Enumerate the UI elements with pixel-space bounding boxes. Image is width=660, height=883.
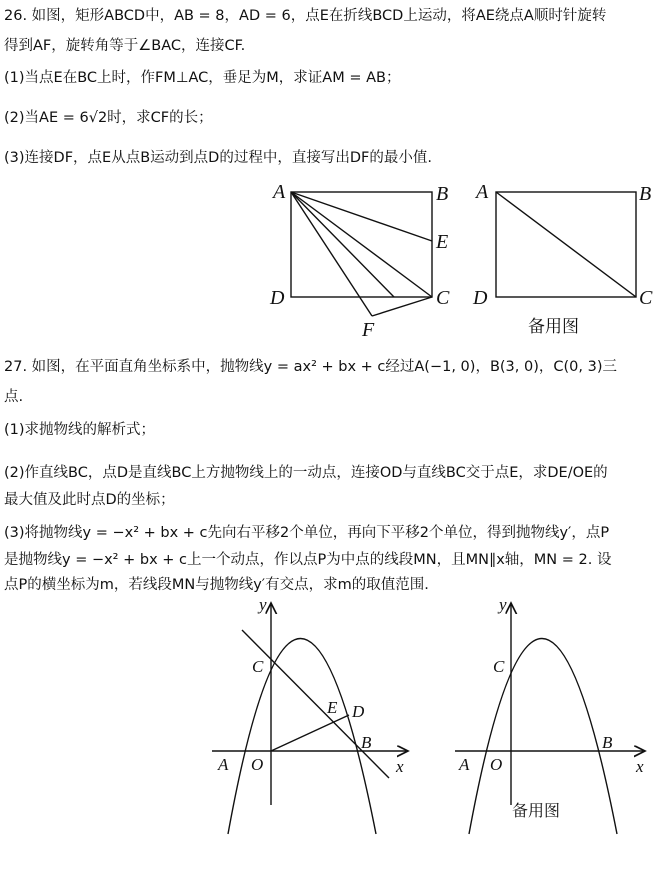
axis-label-y: y — [499, 595, 507, 614]
label-c: C — [252, 657, 264, 676]
q27-part-2b: 最大值及此时点D的坐标； — [4, 492, 175, 508]
axis-label-x: x — [396, 757, 404, 776]
label-c: C — [493, 657, 505, 676]
label-c: C — [639, 287, 653, 309]
spare-caption: 备用图 — [528, 317, 579, 337]
label-a: A — [476, 181, 489, 203]
q26-part-3: (3)连接DF，点E从点B运动到点D的过程中，直接写出DF的最小值. — [4, 150, 432, 166]
axis-label-x: x — [636, 757, 644, 776]
label-f: F — [362, 319, 375, 341]
q27-part-3b: 是抛物线y = −x² + bx + c上一个动点，作以点P为中点的线段MN，且MN∥x轴，MN = 2. 设 — [4, 552, 612, 568]
label-b: B — [639, 183, 652, 205]
q26-part-2: (2)当AE = 6√2时，求CF的长； — [4, 110, 213, 126]
q27-line-2: 点. — [4, 389, 24, 405]
q26-line-1: 26. 如图，矩形ABCD中，AB = 8，AD = 6，点E在折线BCD上运动，将AE绕点A顺时针旋转 — [4, 8, 607, 24]
label-a: A — [218, 755, 229, 774]
spare-caption: 备用图 — [512, 801, 561, 820]
q27-line-1: 27. 如图，在平面直角坐标系中，抛物线y = ax² + bx + c经过A(−1, 0)，B(3, 0)，C(0, 3)三 — [4, 359, 617, 375]
q27-part-1: (1)求抛物线的解析式； — [4, 422, 156, 438]
label-b: B — [436, 183, 449, 205]
label-e: E — [436, 231, 449, 253]
label-o: O — [251, 755, 264, 774]
label-d: D — [352, 702, 365, 721]
axis-label-y: y — [259, 595, 267, 614]
label-a: A — [459, 755, 470, 774]
q26-line-2: 得到AF，旋转角等于∠BAC，连接CF. — [4, 38, 246, 54]
q27-part-3a: (3)将抛物线y = −x² + bx + c先向右平移2个单位，再向下平移2个单位，得到抛物线y′，点P — [4, 525, 610, 541]
q27-part-2a: (2)作直线BC，点D是直线BC上方抛物线上的一动点，连接OD与直线BC交于点E，求DE/OE的 — [4, 465, 608, 481]
label-e: E — [327, 698, 338, 717]
q27-part-3c: 点P的横坐标为m，若线段MN与抛物线y′有交点，求m的取值范围. — [4, 577, 429, 593]
label-c: C — [436, 287, 450, 309]
label-d: D — [473, 287, 488, 309]
label-a: A — [273, 181, 286, 203]
label-b: B — [361, 733, 372, 752]
label-b: B — [602, 733, 613, 752]
q26-part-1: (1)当点E在BC上时，作FM⊥AC，垂足为M，求证AM = AB； — [4, 70, 401, 86]
label-o: O — [490, 755, 503, 774]
label-d: D — [270, 287, 285, 309]
